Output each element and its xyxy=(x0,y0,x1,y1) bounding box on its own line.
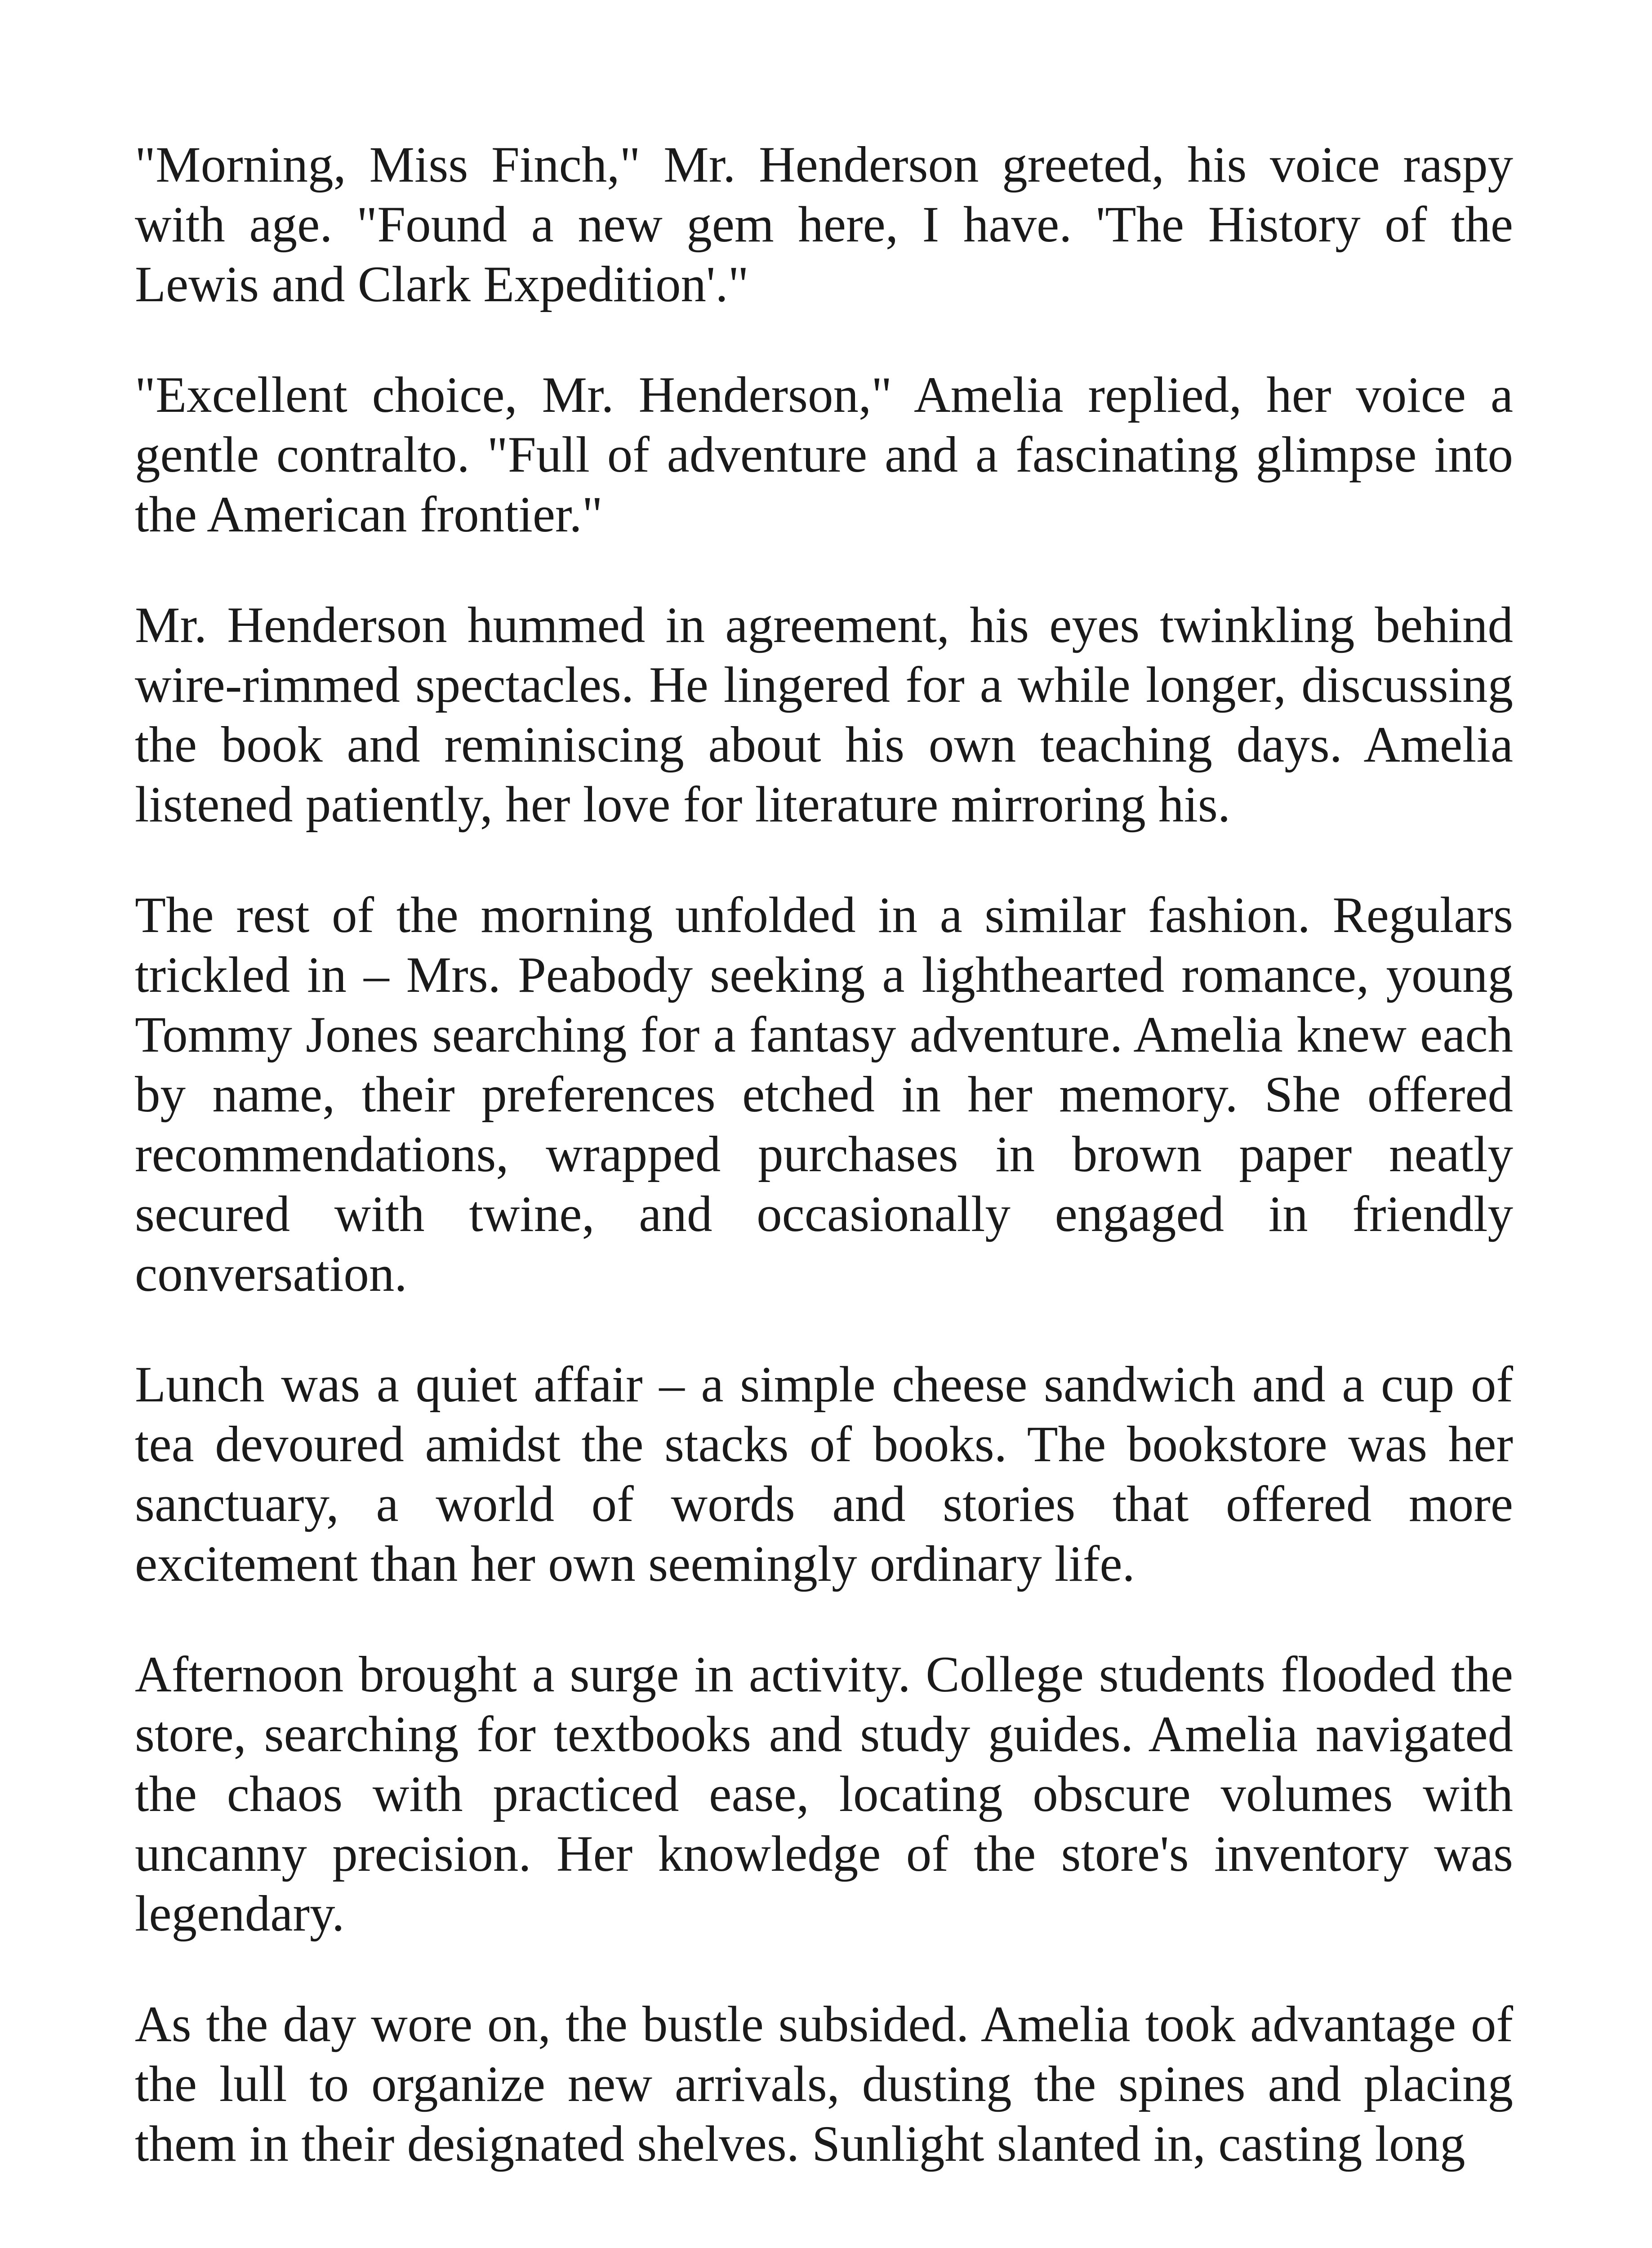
paragraph-5: Lunch was a quiet affair – a simple cheese sandwich and a cup of tea devoured amidst the stacks of books. The bookstore was her sanctuary, a world of words and stories that offered more excitement than her own seemingly ordinary life. xyxy=(135,1356,1513,1592)
paragraph-1: "Morning, Miss Finch," Mr. Henderson greeted, his voice raspy with age. "Found a new gem here, I have. 'The History of the Lewis and Clark Expedition'." xyxy=(135,137,1513,312)
paragraph-7: As the day wore on, the bustle subsided. Amelia took advantage of the lull to organize new arrivals, dusting the spines and placing them in their designated shelves. Sunlight slanted in, casting long xyxy=(135,1996,1513,2172)
body-text xyxy=(135,135,1513,2174)
paragraph-2: "Excellent choice, Mr. Henderson," Amelia replied, her voice a gentle contralto. "Full of adventure and a fascinating glimpse into the American frontier." xyxy=(135,367,1513,543)
paragraph-6: Afternoon brought a surge in activity. College students flooded the store, searching for textbooks and study guides. Amelia navigated the chaos with practiced ease, locating obscure volumes with uncanny precision. Her knowledge of the store's inventory was legendary. xyxy=(135,1646,1513,1942)
paragraph-4: The rest of the morning unfolded in a similar fashion. Regulars trickled in – Mrs. Peabody seeking a lighthearted romance, young Tommy Jones searching for a fantasy adventure. Amelia knew each by name, their preferences etched in her memory. She offered recommendations, wrapped purchases in brown paper neatly secured with twine, and occasionally engaged in friendly conversation. xyxy=(135,887,1513,1302)
paragraph-3: Mr. Henderson hummed in agreement, his eyes twinkling behind wire-rimmed spectacles. He lingered for a while longer, discussing the book and reminiscing about his own teaching days. Amelia listened patiently, her love for literature mirroring his. xyxy=(135,597,1513,833)
